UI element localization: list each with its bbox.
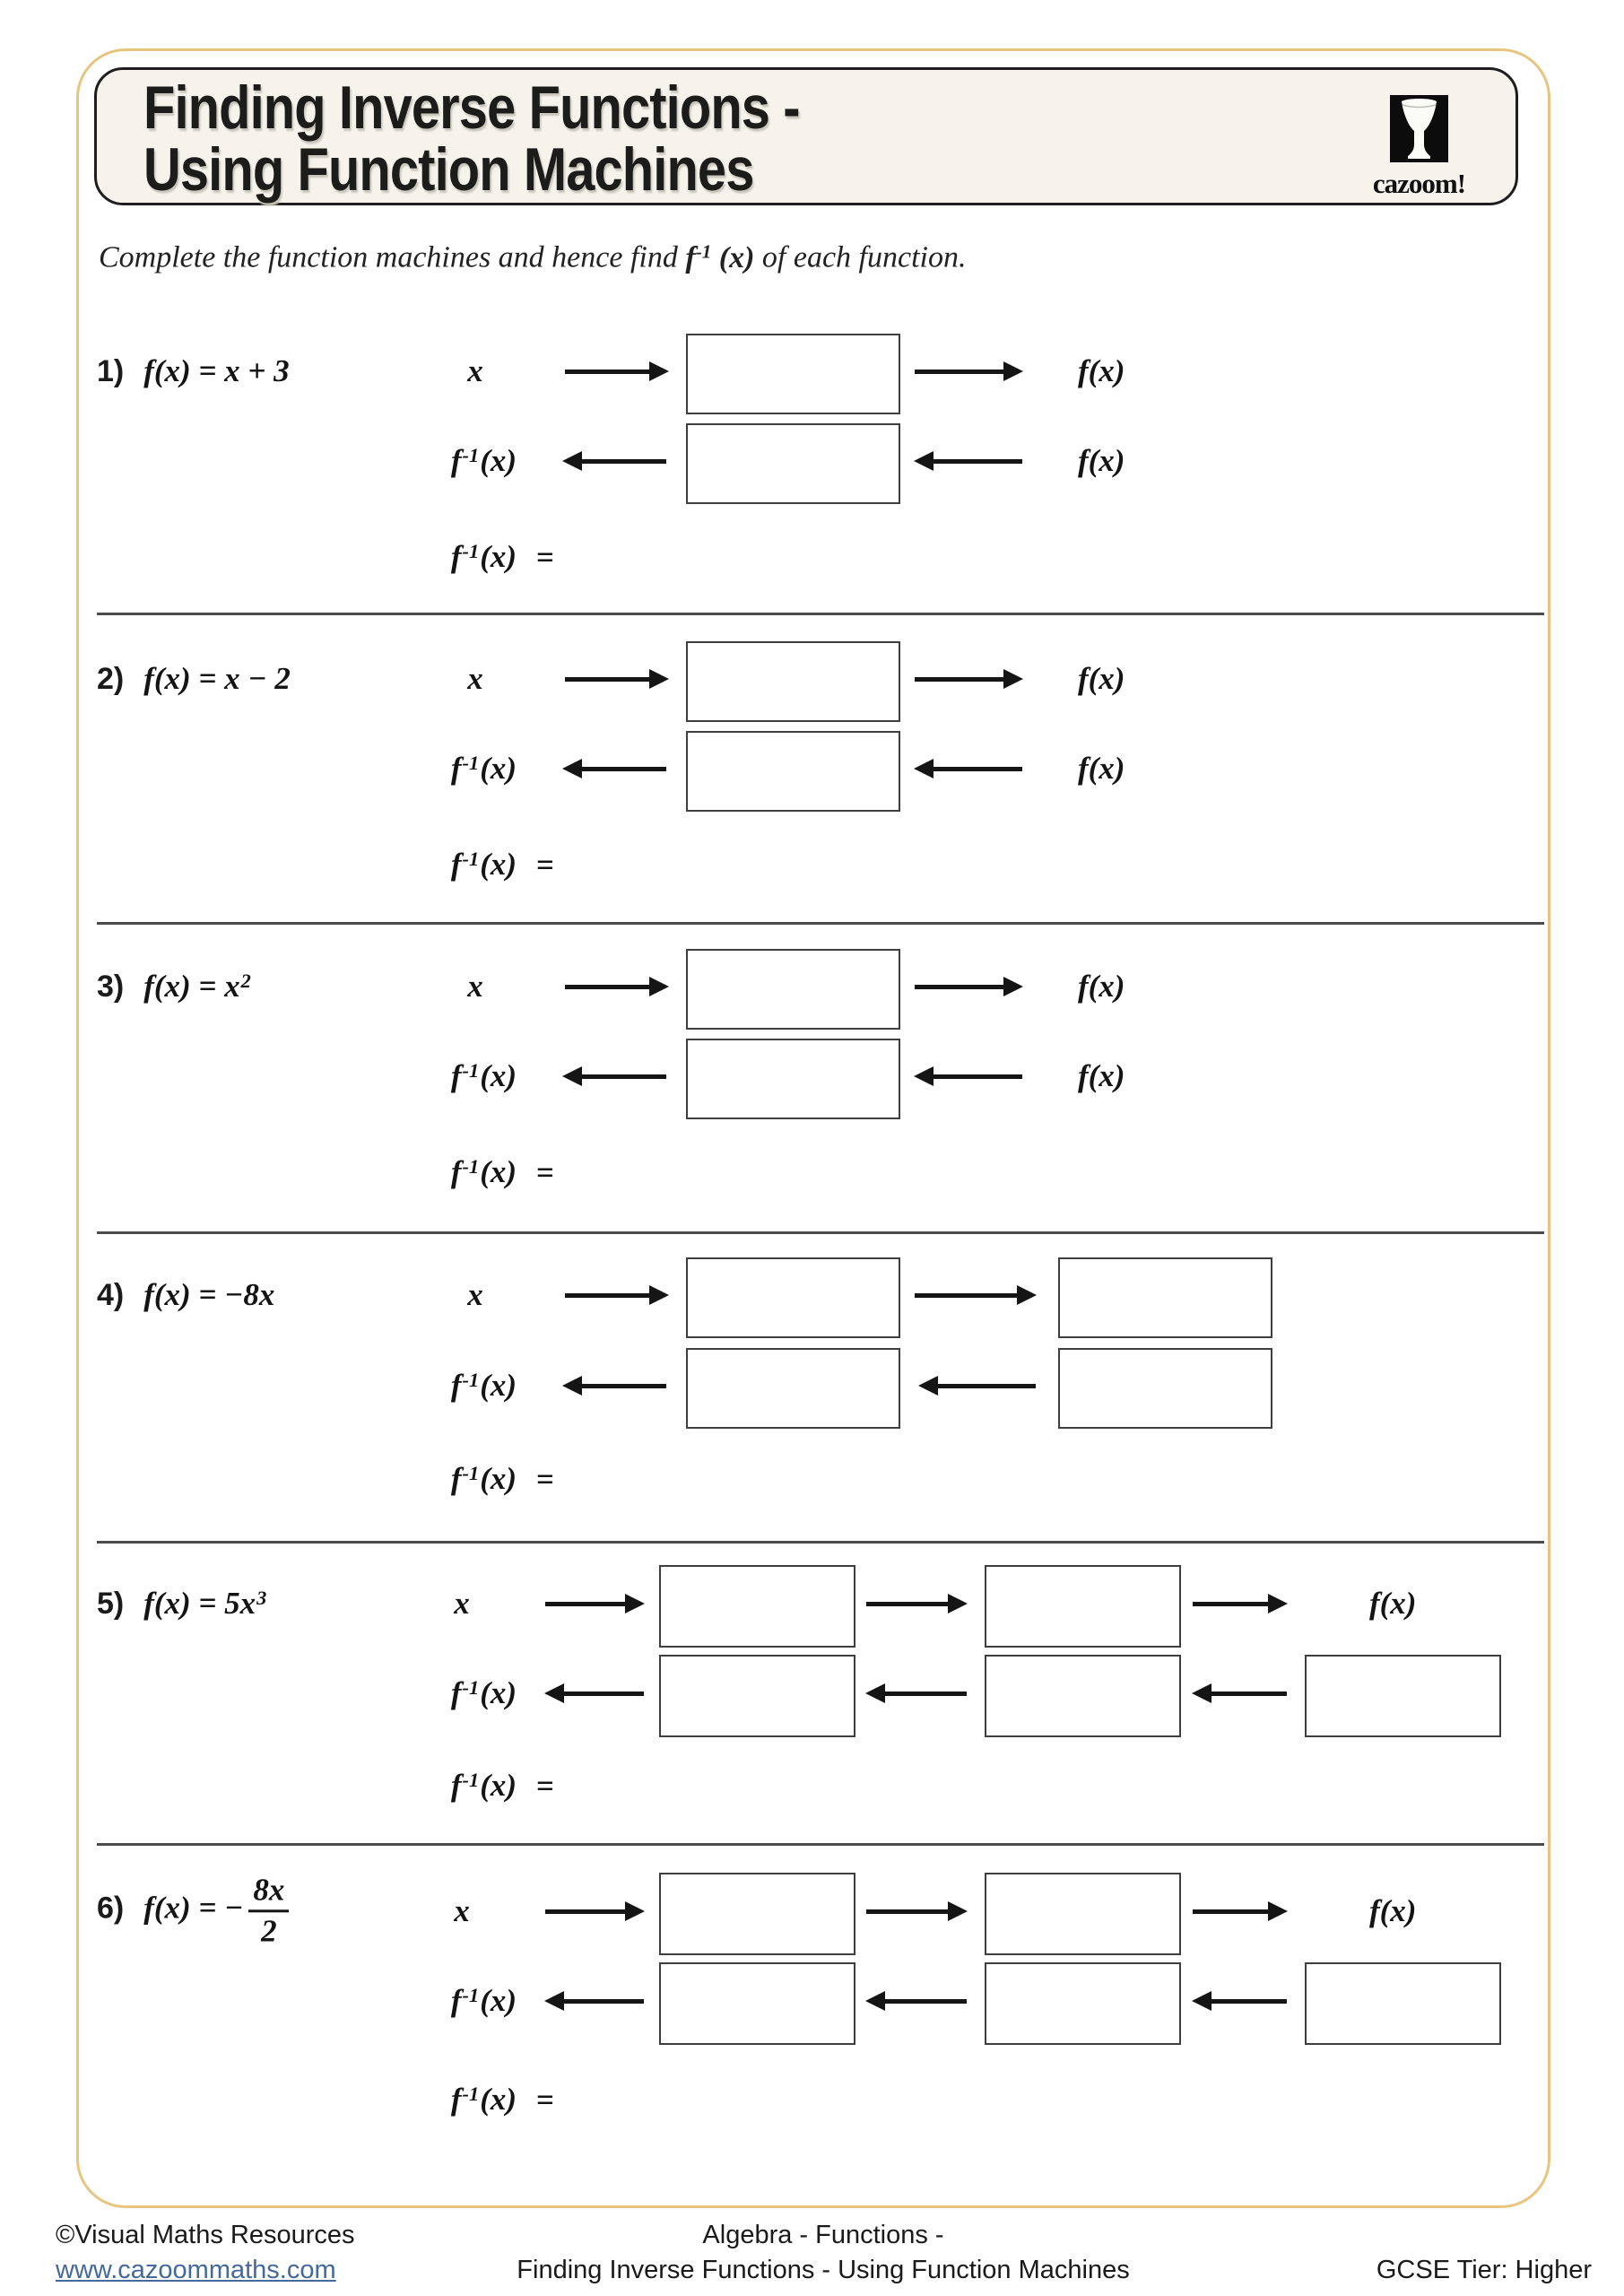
question-3-label: 3) $f(x) = x^2$ bbox=[97, 969, 251, 1004]
inverse-machine-box[interactable] bbox=[1058, 1348, 1272, 1429]
arrow-left-icon bbox=[581, 459, 666, 464]
input-x-label: x bbox=[467, 661, 483, 697]
input-x-label: x bbox=[454, 1586, 470, 1622]
output-fx-label: f(x) bbox=[1078, 969, 1125, 1004]
input-x-label: x bbox=[467, 353, 483, 389]
arrow-right-icon bbox=[1193, 1602, 1269, 1606]
footer-center bbox=[404, 2218, 1243, 2288]
f-inverse-label: $f^{-1}(x)$ bbox=[450, 1368, 517, 1404]
arrow-left-icon bbox=[581, 1384, 666, 1388]
question-divider bbox=[97, 1843, 1544, 1846]
arrow-left-icon bbox=[1211, 1692, 1287, 1696]
arrow-right-icon bbox=[565, 1293, 650, 1298]
footer-tier: GCSE Tier: Higher bbox=[1376, 2256, 1592, 2284]
question-6-label: 6) f(x) = − $\frac{8x}{2}$ bbox=[97, 1872, 289, 1949]
forward-machine-box[interactable] bbox=[686, 334, 900, 414]
arrow-left-icon bbox=[1211, 1999, 1287, 2004]
forward-machine-box[interactable] bbox=[1058, 1257, 1272, 1338]
inverse-machine-box[interactable] bbox=[985, 1962, 1181, 2045]
title-box bbox=[94, 67, 1518, 205]
footer-left bbox=[56, 2218, 355, 2288]
instruction-text: Complete the function machines and hence find $f^{-1}$ (x) of each function. bbox=[99, 240, 967, 274]
arrow-left-icon bbox=[933, 459, 1022, 464]
input-x-label: x bbox=[467, 969, 483, 1004]
inverse-machine-box[interactable] bbox=[659, 1655, 855, 1737]
f-inverse-label: $f^{-1}(x)$ bbox=[450, 443, 517, 479]
arrow-right-icon bbox=[565, 370, 650, 374]
f-inverse-label: $f^{-1}(x)$ bbox=[450, 751, 517, 787]
answer-line[interactable]: $f^{-1}(x)$ = bbox=[450, 539, 554, 576]
inverse-machine-box[interactable] bbox=[985, 1655, 1181, 1737]
arrow-right-icon bbox=[915, 370, 1004, 374]
question-5-label: 5) $f(x) = 5x^3$ bbox=[97, 1586, 267, 1622]
f-inverse-label: $f^{-1}(x)$ bbox=[450, 1675, 517, 1711]
inverse-machine-box[interactable] bbox=[686, 1039, 900, 1119]
f-inverse-label: $f^{-1}(x)$ bbox=[450, 1058, 517, 1094]
arrow-left-icon bbox=[581, 767, 666, 771]
output-fx-label: f(x) bbox=[1078, 661, 1125, 697]
inverse-machine-box[interactable] bbox=[686, 423, 900, 504]
arrow-right-icon bbox=[866, 1909, 949, 1914]
output-fx-label: f(x) bbox=[1369, 1586, 1417, 1622]
cazoom-logo bbox=[1359, 95, 1480, 200]
category-line-2: Finding Inverse Functions - Using Function Machines bbox=[517, 2256, 1130, 2284]
arrow-left-icon bbox=[933, 1074, 1022, 1079]
arrow-right-icon bbox=[545, 1909, 626, 1914]
question-2-label: 2) f(x) = x − 2 bbox=[97, 661, 291, 697]
forward-machine-box[interactable] bbox=[985, 1565, 1181, 1648]
fraction: $\frac{8x}{2}$ bbox=[248, 1872, 289, 1949]
output-fx-label: f(x) bbox=[1369, 1893, 1417, 1929]
question-divider bbox=[97, 922, 1544, 925]
forward-machine-box[interactable] bbox=[985, 1873, 1181, 1955]
answer-line[interactable]: $f^{-1}(x)$ = bbox=[450, 2082, 554, 2118]
question-divider bbox=[97, 1231, 1544, 1234]
arrow-right-icon bbox=[545, 1602, 626, 1606]
inverse-machine-box[interactable] bbox=[686, 731, 900, 812]
answer-line[interactable]: $f^{-1}(x)$ = bbox=[450, 847, 554, 883]
category-line-1: Algebra - Functions - bbox=[702, 2221, 944, 2249]
forward-machine-box[interactable] bbox=[659, 1565, 855, 1648]
forward-machine-box[interactable] bbox=[686, 641, 900, 722]
input-x-label: x bbox=[467, 1277, 483, 1313]
output-fx-label: f(x) bbox=[1078, 443, 1125, 479]
arrow-right-icon bbox=[915, 985, 1004, 989]
copyright-text: ©Visual Maths Resources bbox=[56, 2221, 355, 2249]
logo-brand-text: cazoom! bbox=[1372, 168, 1466, 199]
page-title bbox=[143, 74, 800, 204]
answer-line[interactable]: $f^{-1}(x)$ = bbox=[450, 1461, 554, 1498]
arrow-right-icon bbox=[915, 677, 1004, 682]
arrow-right-icon bbox=[565, 677, 650, 682]
input-x-label: x bbox=[454, 1893, 470, 1929]
inverse-machine-box[interactable] bbox=[659, 1962, 855, 2045]
inverse-machine-box[interactable] bbox=[1305, 1655, 1501, 1737]
arrow-right-icon bbox=[1193, 1909, 1269, 1914]
arrow-right-icon bbox=[866, 1602, 949, 1606]
arrow-right-icon bbox=[915, 1293, 1018, 1298]
question-divider bbox=[97, 1541, 1544, 1544]
website-link[interactable]: www.cazoommaths.com bbox=[56, 2256, 336, 2284]
djembe-drum-icon bbox=[1390, 95, 1448, 162]
output-fx-label: f(x) bbox=[1078, 1058, 1125, 1094]
arrow-left-icon bbox=[937, 1384, 1036, 1388]
f-inverse-label: $f^{-1}(x)$ bbox=[450, 1983, 517, 2019]
output-fx-label: f(x) bbox=[1078, 751, 1125, 787]
arrow-left-icon bbox=[933, 767, 1022, 771]
arrow-left-icon bbox=[581, 1074, 666, 1079]
arrow-left-icon bbox=[563, 1692, 644, 1696]
arrow-right-icon bbox=[565, 985, 650, 989]
question-4-label: 4) f(x) = −8x bbox=[97, 1277, 275, 1313]
arrow-left-icon bbox=[884, 1692, 967, 1696]
arrow-left-icon bbox=[884, 1999, 967, 2004]
arrow-left-icon bbox=[563, 1999, 644, 2004]
inverse-machine-box[interactable] bbox=[686, 1348, 900, 1429]
answer-line[interactable]: $f^{-1}(x)$ = bbox=[450, 1154, 554, 1191]
forward-machine-box[interactable] bbox=[686, 949, 900, 1030]
output-fx-label: f(x) bbox=[1078, 353, 1125, 389]
inverse-machine-box[interactable] bbox=[1305, 1962, 1501, 2045]
title-line-1: Finding Inverse Functions - bbox=[143, 74, 800, 142]
title-line-2: Using Function Machines bbox=[143, 135, 754, 204]
question-1-label: 1) f(x) = x + 3 bbox=[97, 353, 290, 389]
forward-machine-box[interactable] bbox=[686, 1257, 900, 1338]
forward-machine-box[interactable] bbox=[659, 1873, 855, 1955]
answer-line[interactable]: $f^{-1}(x)$ = bbox=[450, 1768, 554, 1805]
question-divider bbox=[97, 613, 1544, 615]
